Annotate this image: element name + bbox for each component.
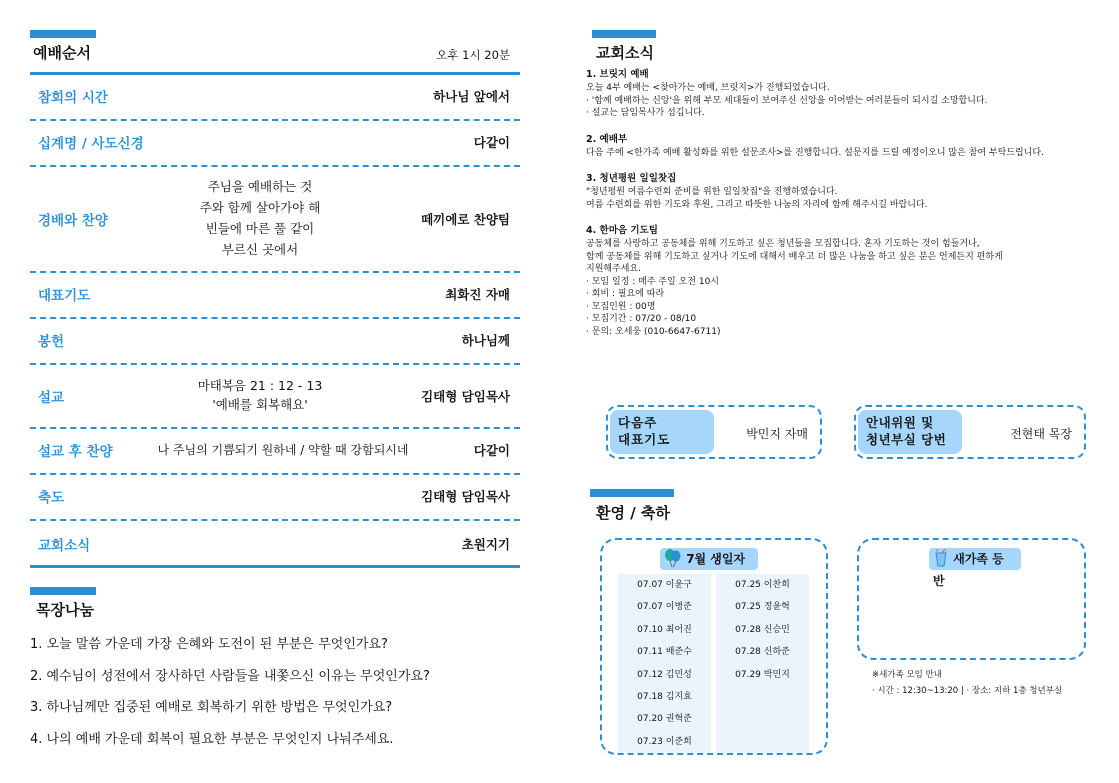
service-row-sermon	[30, 366, 520, 426]
row-label: 대표기도	[38, 288, 91, 304]
next-week-prayer-name: 박민지 자매	[746, 427, 808, 441]
lyric-line: 주님을 예배하는 것	[207, 179, 313, 194]
birthday-title: 7월 생일자	[686, 552, 746, 566]
new-family-header	[929, 548, 1021, 588]
row-value: 다같이	[473, 135, 510, 150]
service-accent-bar	[30, 30, 96, 38]
next-week-prayer-box	[606, 405, 822, 459]
service-row-hymn	[30, 430, 520, 472]
news-heading: 3. 청년평원 일일찻집	[586, 173, 677, 184]
worship-lyrics	[180, 176, 340, 260]
balloon-icon	[664, 548, 682, 568]
birthday-entry: 07.25 정윤혁	[735, 602, 790, 613]
birthday-entry: 07.28 신승민	[735, 624, 790, 635]
news-line: 지원해주세요.	[586, 264, 642, 274]
news-item-worship-dept	[586, 133, 1096, 160]
row-value: 김태형 담임목사	[421, 389, 510, 404]
sermon-info	[170, 376, 350, 414]
birthday-entry: 07.29 박민지	[735, 669, 790, 680]
news-line: · 설교는 담임목사가 섬깁니다.	[586, 108, 705, 118]
row-divider	[30, 119, 520, 121]
birthday-entry: 07.18 김지효	[637, 691, 692, 702]
service-time: 오후 1시 20분	[436, 48, 510, 62]
row-label: 설교	[38, 390, 65, 406]
sermon-title: '예배를 회복해요'	[212, 397, 308, 412]
row-divider	[30, 519, 520, 521]
news-line: 함께 공동체를 위해 기도하고 싶거나 기도에 대해서 배우고 더 많은 나눔을 하고 싶은 분은 언제든지 편하게	[586, 251, 1003, 262]
birthday-entry: 07.10 최어진	[637, 624, 692, 635]
service-bottom-rule	[30, 565, 520, 568]
news-line: · 모임 일정 : 매주 주일 오전 10시	[586, 276, 720, 287]
news-title: 교회소식	[596, 44, 654, 62]
row-divider	[30, 473, 520, 475]
birthday-panel	[600, 538, 828, 755]
birthday-header	[660, 548, 758, 570]
service-row-creed	[30, 122, 520, 164]
birthday-entry: 07.12 김민성	[637, 669, 692, 680]
label-line: 다음주	[618, 415, 658, 430]
lyric-line: 부르신 곳에서	[221, 242, 299, 257]
news-heading: 4. 한마음 기도팀	[586, 225, 658, 236]
row-label: 참회의 시간	[38, 90, 108, 106]
party-cup-icon	[933, 549, 949, 567]
birthday-entry: 07.23 이준희	[637, 736, 692, 747]
birthday-entry: 07.07 이병준	[637, 602, 692, 613]
lyric-line: 빈들에 마른 풀 같이	[205, 221, 315, 236]
service-row-prayer	[30, 274, 520, 316]
cell-title: 목장나눔	[36, 601, 94, 619]
birthday-entry: 07.11 배준수	[637, 647, 692, 658]
cell-question: 3. 하나님께만 집중된 예배로 회복하기 위한 방법은 무엇인가요?	[30, 700, 393, 715]
usher-duty-label	[858, 410, 962, 454]
row-divider	[30, 363, 520, 365]
birthday-column-left	[618, 574, 711, 753]
news-line: 다음 주에 <한가족 예배 활성화를 위한 설문조사>를 진행합니다. 설문지를 드릴 예정이오니 많은 참여 부탁드립니다.	[586, 147, 1044, 158]
label-line: 안내위원 및	[866, 415, 934, 430]
lyric-line: 주와 함께 살아가야 해	[199, 200, 321, 215]
news-line: · 문의: 오세웅 (010-6647-6711)	[586, 326, 721, 337]
news-heading: 1. 브릿지 예배	[586, 69, 649, 80]
label-line: 대표기도	[618, 432, 671, 447]
service-row-benediction	[30, 476, 520, 518]
row-value: 최화진 자매	[445, 287, 510, 302]
new-family-title: 새가족 등반	[933, 552, 1004, 588]
usher-duty-box	[854, 405, 1086, 459]
news-line: · 모집기간 : 07/20 - 08/10	[586, 314, 697, 324]
row-label: 축도	[38, 490, 65, 506]
row-label: 봉헌	[38, 334, 65, 350]
new-family-note	[872, 668, 1062, 700]
cell-question: 4. 나의 예배 가운데 회복이 필요한 부분은 무엇인지 나눠주세요.	[30, 732, 394, 747]
news-line: · 모집인원 : 00명	[586, 301, 656, 312]
row-label: 십계명 / 사도신경	[38, 136, 144, 152]
welcome-accent-bar	[590, 489, 674, 497]
row-label: 경배와 찬양	[38, 213, 108, 229]
row-value: 하나님께	[461, 333, 510, 348]
row-value: 떼끼에로 찬양팀	[421, 212, 510, 227]
row-divider	[30, 317, 520, 319]
news-item-teahouse	[586, 172, 1096, 211]
birthday-column-right	[716, 574, 809, 753]
news-list	[586, 68, 1096, 351]
birthday-entry: 07.28 신하준	[735, 647, 790, 658]
news-item-prayer-team	[586, 224, 1096, 338]
row-divider	[30, 271, 520, 273]
row-label: 교회소식	[38, 538, 91, 554]
new-family-note-detail: · 시간 : 12:30~13:20 | · 장소: 지하 1층 청년부실	[872, 686, 1063, 696]
news-line: 여름 수련회를 위한 기도와 후원, 그리고 따뜻한 나눔의 자리에 함께 해주시길 바랍니다.	[586, 199, 928, 210]
welcome-title: 환영 / 축하	[596, 504, 670, 522]
cell-accent-bar	[30, 587, 96, 595]
next-week-prayer-label	[610, 410, 714, 454]
news-accent-bar	[592, 30, 656, 38]
row-label: 설교 후 찬양	[38, 444, 113, 460]
news-line: 공동체를 사랑하고 공동체를 위해 기도하고 싶은 청년들을 모집합니다. 혼자 기도하는 것이 힘들거나,	[586, 239, 980, 249]
news-heading: 2. 예배부	[586, 133, 628, 145]
news-line: "청년평원 여름수련회 준비를 위한 일일찻집"을 진행하였습니다.	[586, 187, 838, 197]
row-value: 다같이	[473, 443, 510, 458]
news-item-bridge	[586, 68, 1096, 120]
service-row-worship	[30, 168, 520, 270]
birthday-entry: 07.20 권혁준	[637, 714, 692, 725]
cell-question: 1. 오늘 말씀 가운데 가장 은혜와 도전이 된 부분은 무엇인가요?	[30, 637, 388, 652]
row-divider	[30, 165, 520, 167]
label-line: 청년부실 당번	[866, 432, 947, 447]
service-row-confession	[30, 76, 520, 118]
row-value: 김태형 담임목사	[421, 489, 510, 504]
news-line: · '함께 예배하는 신앙'을 위해 부모 세대들이 보여주신 신앙을 이어받는 여러분들이 되시길 소망합니다.	[586, 95, 988, 106]
news-line: 오늘 4부 예배는 <찾아가는 예배, 브릿지>가 진행되었습니다.	[586, 83, 830, 93]
news-line: · 회비 : 필요에 따라	[586, 289, 665, 299]
service-row-news	[30, 522, 520, 564]
birthday-entry: 07.25 이찬희	[735, 580, 790, 590]
row-value: 초원지기	[461, 537, 510, 552]
cell-question: 2. 예수님이 성전에서 장사하던 사람들을 내쫓으신 이유는 무엇인가요?	[30, 669, 430, 684]
service-top-rule	[30, 72, 520, 75]
new-family-note-title: ※새가족 모임 안내	[872, 670, 943, 680]
new-family-panel	[857, 538, 1086, 660]
sermon-scripture: 마태복음 21 : 12 - 13	[197, 378, 323, 393]
hymn-titles: 나 주님의 기쁨되기 원하네 / 약할 때 강함되시네	[157, 443, 409, 457]
service-title: 예배순서	[33, 44, 91, 62]
row-divider	[30, 427, 520, 429]
birthday-entry: 07.07 이윤구	[637, 580, 692, 590]
row-value: 하나님 앞에서	[433, 89, 510, 104]
service-row-offering	[30, 320, 520, 362]
usher-duty-name: 전현태 목장	[1010, 427, 1072, 441]
